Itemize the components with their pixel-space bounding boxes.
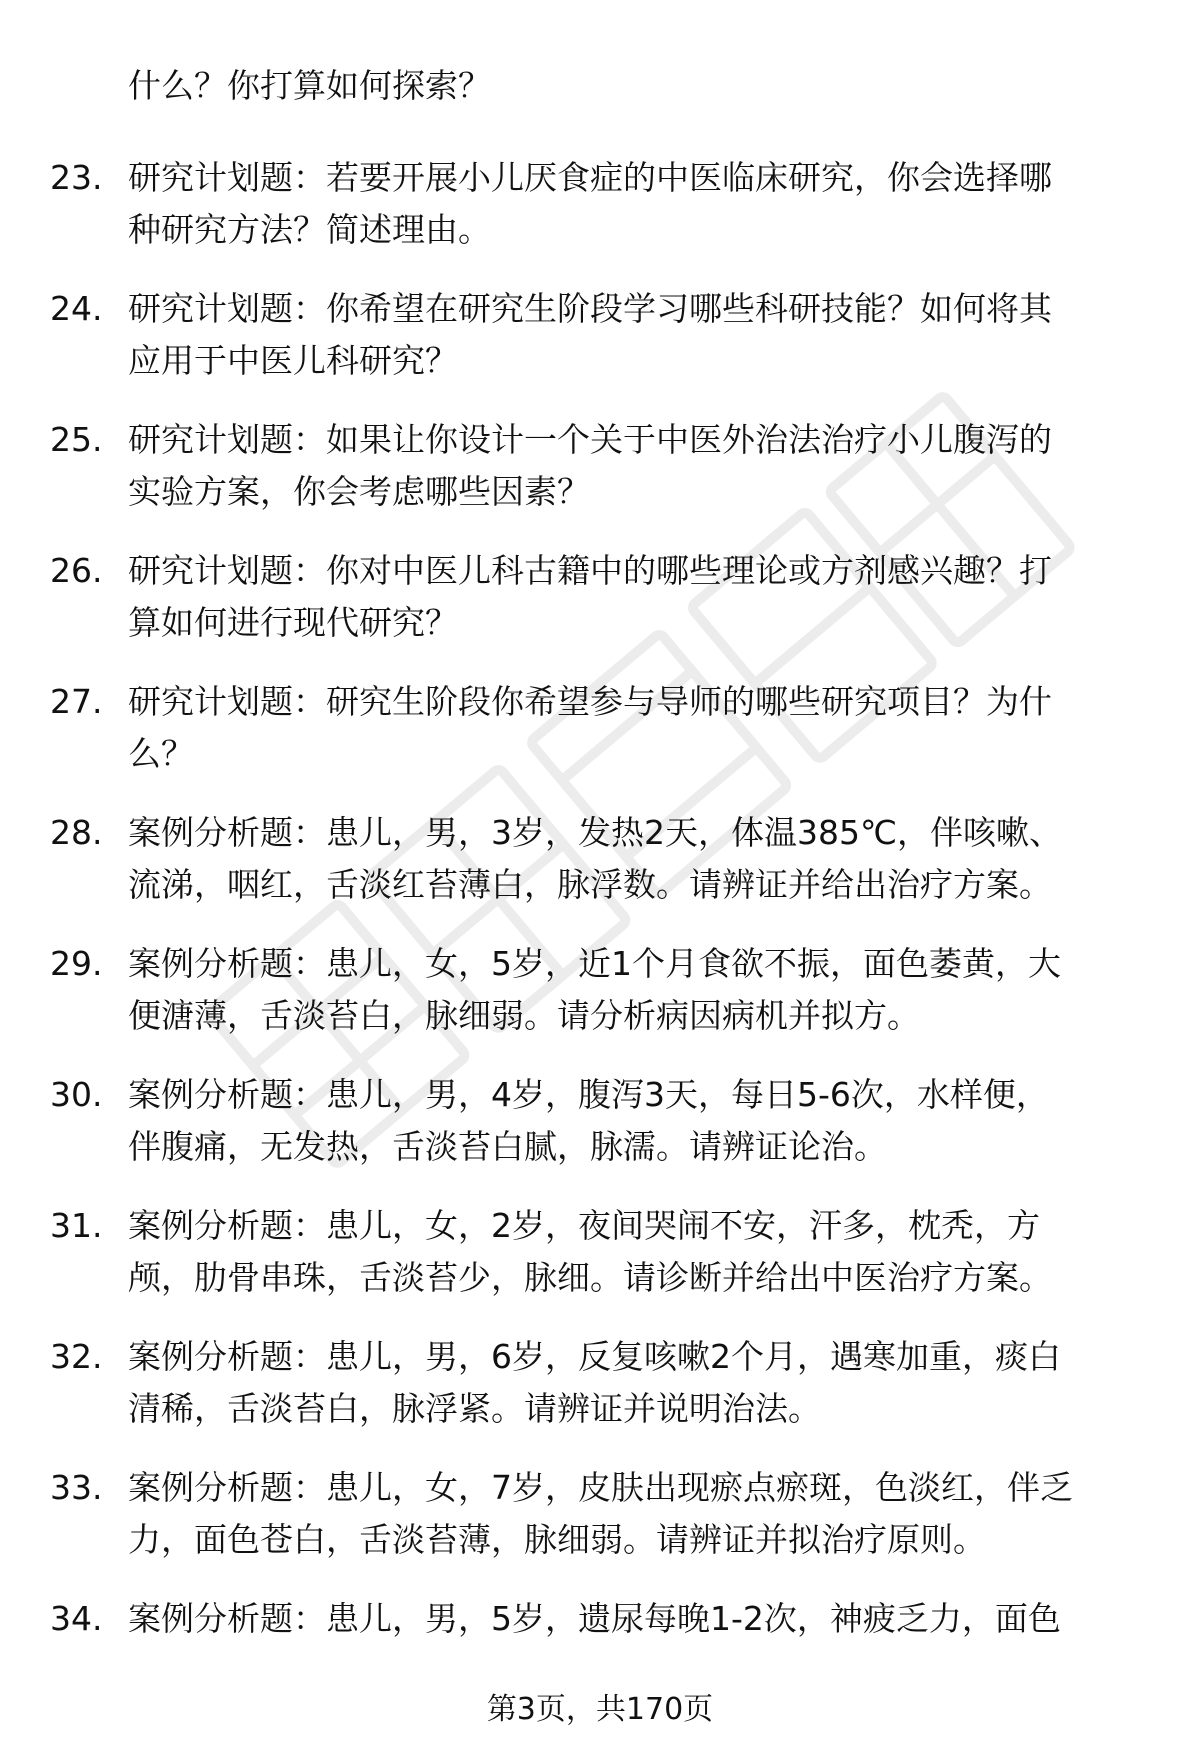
question-item [0,283,1200,414]
question-number: 26. [50,551,103,590]
question-text [128,1331,1140,1435]
question-line: 研究计划题：你对中医儿科古籍中的哪些理论或方剂感兴趣？打 [128,551,1052,590]
question-line: 应用于中医儿科研究？ [128,341,458,380]
question-number: 30. [50,1075,103,1114]
question-line: 案例分析题：患儿，女，7岁，皮肤出现瘀点瘀斑，色淡红，伴乏 [128,1468,1073,1507]
question-line: 实验方案，你会考虑哪些因素？ [128,472,590,511]
question-line: 研究计划题：研究生阶段你希望参与导师的哪些研究项目？为什 [128,682,1052,721]
question-item [0,545,1200,676]
question-text [128,414,1140,518]
question-text [128,676,1140,780]
question-item [0,1069,1200,1200]
question-line: 研究计划题：你希望在研究生阶段学习哪些科研技能？如何将其 [128,289,1052,328]
question-number: 29. [50,944,103,983]
page-footer: 第3页，共170页 [486,1692,714,1727]
question-item [0,807,1200,938]
question-line: 颅，肋骨串珠，舌淡苔少，脉细。请诊断并给出中医治疗方案。 [128,1258,1052,1297]
question-line: 研究计划题：如果让你设计一个关于中医外治法治疗小儿腹泻的 [128,420,1052,459]
question-item [0,1200,1200,1331]
question-number: 24. [50,289,103,328]
question-list [0,152,1200,1724]
question-text [128,1069,1140,1173]
question-item [0,938,1200,1069]
question-line: 案例分析题：患儿，女，2岁，夜间哭闹不安，汗多，枕秃，方 [128,1206,1040,1245]
question-line: 案例分析题：患儿，男，4岁，腹泻3天，每日5-6次，水样便， [128,1075,1049,1114]
question-item [0,414,1200,545]
question-text [128,1462,1140,1566]
question-item [0,152,1200,283]
question-line: 么？ [128,734,194,773]
previous-question-continuation: 什么？你打算如何探索？ [128,66,491,105]
question-number: 33. [50,1468,103,1507]
question-line: 力，面色苍白，舌淡苔薄，脉细弱。请辨证并拟治疗原则。 [128,1520,986,1559]
question-text [128,545,1140,649]
question-item [0,1331,1200,1462]
question-text [128,1200,1140,1304]
question-line: 种研究方法？简述理由。 [128,210,491,249]
question-item [0,1462,1200,1593]
question-line: 研究计划题：若要开展小儿厌食症的中医临床研究，你会选择哪 [128,158,1052,197]
question-line: 案例分析题：患儿，男，3岁，发热2天，体温385℃，伴咳嗽、 [128,813,1063,852]
question-number: 34. [50,1599,103,1638]
question-text [128,152,1140,256]
question-line: 便溏薄，舌淡苔白，脉细弱。请分析病因病机并拟方。 [128,996,920,1035]
question-line: 清稀，舌淡苔白，脉浮紧。请辨证并说明治法。 [128,1389,821,1428]
question-number: 32. [50,1337,103,1376]
question-line: 案例分析题：患儿，男，5岁，遗尿每晚1-2次，神疲乏力，面色 [128,1599,1061,1638]
question-number: 25. [50,420,103,459]
question-line: 案例分析题：患儿，女，5岁，近1个月食欲不振，面色萎黄，大 [128,944,1061,983]
question-text [128,938,1140,1042]
question-text [128,807,1140,911]
question-number: 28. [50,813,103,852]
question-item [0,676,1200,807]
question-line: 流涕，咽红，舌淡红苔薄白，脉浮数。请辨证并给出治疗方案。 [128,865,1052,904]
question-number: 27. [50,682,103,721]
question-number: 31. [50,1206,103,1245]
question-line: 伴腹痛，无发热，舌淡苔白腻，脉濡。请辨证论治。 [128,1127,887,1166]
question-number: 23. [50,158,103,197]
question-line: 案例分析题：患儿，男，6岁，反复咳嗽2个月，遇寒加重，痰白 [128,1337,1061,1376]
question-text [128,1593,1140,1645]
question-text [128,283,1140,387]
question-line: 算如何进行现代研究？ [128,603,458,642]
